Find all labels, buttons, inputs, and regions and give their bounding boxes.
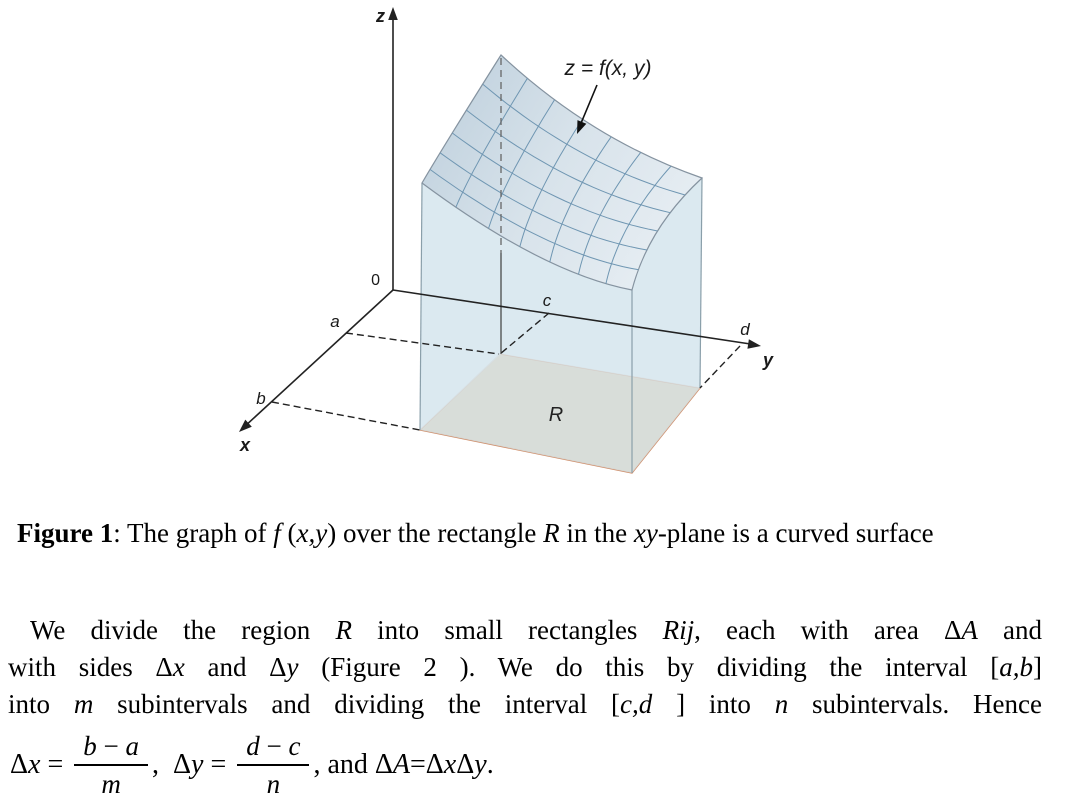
x-axis-label: x <box>239 435 251 455</box>
body-paragraph <box>8 612 1042 723</box>
tick-label-b: b <box>256 389 266 408</box>
tick-label-c: c <box>542 291 552 310</box>
surface-label-arrow-line <box>579 85 597 128</box>
paragraph-line-3: into m subintervals and dividing the interval [c,d ] into n subintervals. Hence <box>8 689 1042 719</box>
z-axis-arrow <box>388 7 398 20</box>
paragraph-line-1: We divide the region R into small rectangles Rij, each with area ΔA and <box>30 615 1043 645</box>
figure-caption: Figure 1: The graph of f (x,y) over the rectangle R in the xy-plane is a curved surface <box>17 518 934 548</box>
y-axis-arrow <box>747 339 761 350</box>
z-axis-label: z <box>376 6 385 26</box>
delta-formula: Δ x = $\frac{b - a}{m}$ , Δ y = $\frac{d - c}{n}$ , and Δ A =Δ x Δ y . <box>10 730 494 799</box>
y-axis-label: y <box>763 350 774 370</box>
surface-equation-label: z = f(x, y) <box>564 57 652 80</box>
dash-d-to-R <box>700 346 740 388</box>
origin-label: 0 <box>371 272 380 289</box>
tick-label-a: a <box>330 312 340 331</box>
dash-b-to-R <box>272 402 420 430</box>
tick-label-d: d <box>740 320 750 339</box>
paragraph-line-2: with sides Δx and Δy (Figure 2 ). We do this by dividing the interval [a,b] <box>8 652 1042 682</box>
region-R-label: R <box>548 404 564 426</box>
